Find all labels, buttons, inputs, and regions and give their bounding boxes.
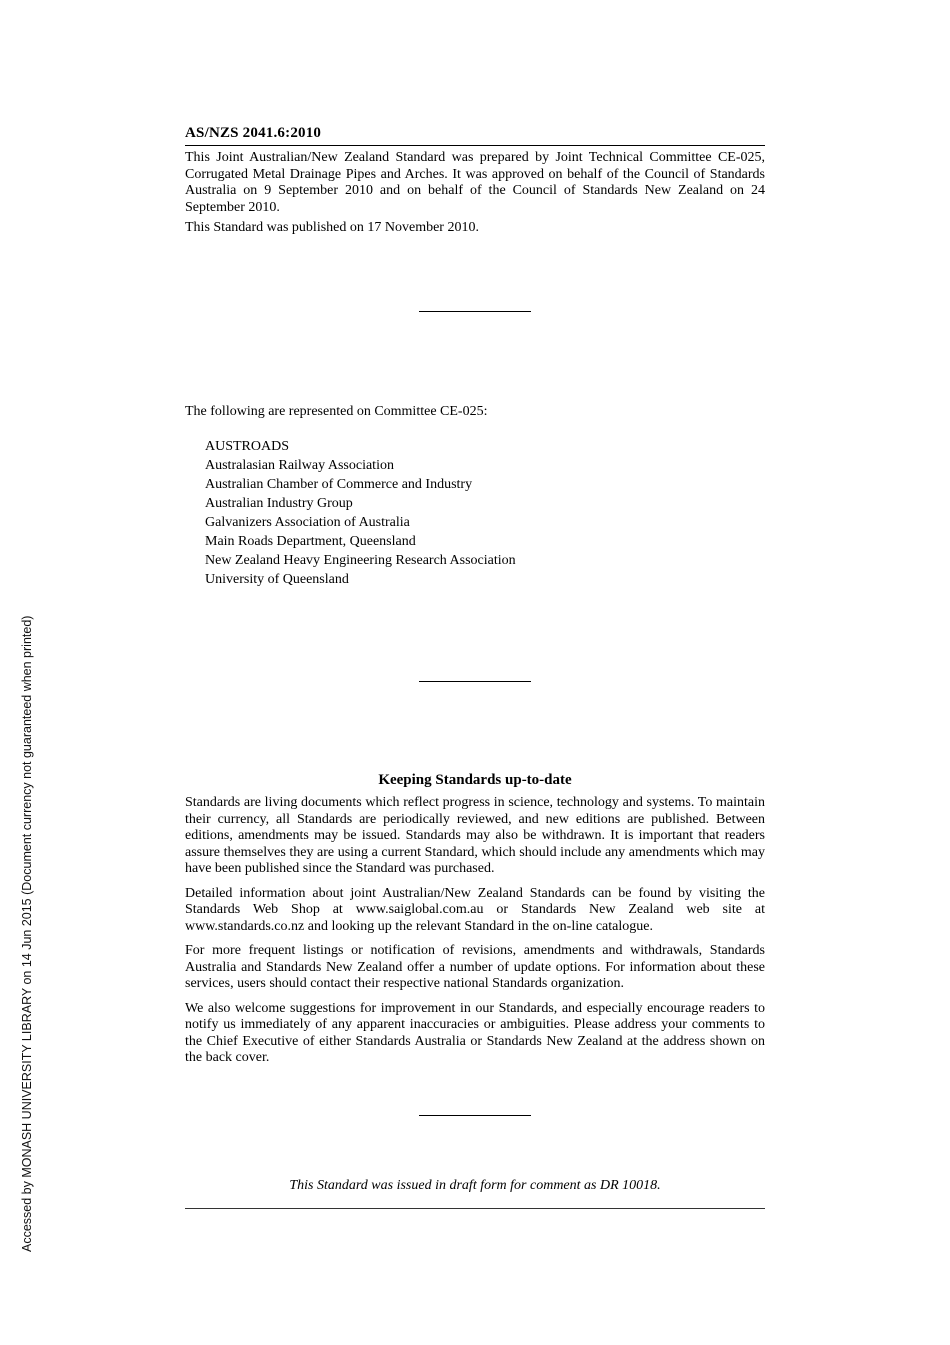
- standard-code-heading: AS/NZS 2041.6:2010: [185, 125, 765, 146]
- committee-member: Galvanizers Association of Australia: [205, 515, 410, 530]
- keeping-standards-paragraph: Standards are living documents which reflect progress in science, technology and systems. To maintain their currency, all Standards are periodically reviewed, and new editions are published. Between editions, amendments may be issued. Standards may also be withdrawn. It is important that readers assure themselves they are using a current Standard, which should include any amendments which may have been published since the Standard was purchased.: [185, 795, 765, 876]
- keeping-standards-paragraph: Detailed information about joint Australian/New Zealand Standards can be found by visiting the Standards Web Shop at www.saiglobal.com.au or Standards New Zealand web site at www.standards.co.nz and looking up the relevant Standard in the on-line catalogue.: [185, 885, 765, 934]
- section-divider: [419, 311, 531, 312]
- committee-member: Australian Chamber of Commerce and Industry: [205, 477, 473, 492]
- preface-paragraph: This Joint Australian/New Zealand Standard was prepared by Joint Technical Committee CE-025, Corrugated Metal Drainage Pipes and Arches. It was approved on behalf of the Council of Standards Australia on 9 September 2010 and on behalf of the Council of Standards New Zealand on 24 September 2010.: [185, 150, 765, 215]
- committee-member-list: [185, 437, 765, 589]
- committee-member: Australian Industry Group: [205, 496, 353, 511]
- keeping-standards-paragraph: For more frequent listings or notification of revisions, amendments and withdrawals, Standards Australia and Standards New Zealand offer a number of update options. For information about these services, users should contact their respective national Standards organization.: [185, 943, 765, 991]
- committee-member: AUSTROADS: [205, 439, 290, 454]
- committee-member: New Zealand Heavy Engineering Research Association: [205, 553, 516, 568]
- committee-intro-line: The following are represented on Committee CE-025:: [185, 403, 488, 419]
- page-content: [185, 0, 765, 1209]
- committee-member: Australasian Railway Association: [205, 458, 394, 473]
- footer-rule: [185, 1208, 765, 1209]
- draft-comment-note: This Standard was issued in draft form for comment as DR 10018.: [289, 1177, 661, 1193]
- committee-member: Main Roads Department, Queensland: [205, 534, 416, 549]
- keeping-standards-paragraph: We also welcome suggestions for improvement in our Standards, and especially encourage readers to notify us immediately of any apparent inaccuracies or ambiguities. Please address your comments to the Chief Executive of either Standards Australia or Standards New Zealand at the address shown on the back cover.: [185, 1000, 765, 1065]
- section-divider: [419, 1115, 531, 1116]
- committee-member: University of Queensland: [205, 572, 349, 587]
- section-divider: [419, 681, 531, 682]
- published-date-line: This Standard was published on 17 November 2010.: [185, 220, 479, 235]
- library-access-watermark: Accessed by MONASH UNIVERSITY LIBRARY on 14 Jun 2015 (Document currency not guaranteed when printed): [20, 615, 34, 1252]
- keeping-standards-heading: Keeping Standards up-to-date: [378, 772, 572, 788]
